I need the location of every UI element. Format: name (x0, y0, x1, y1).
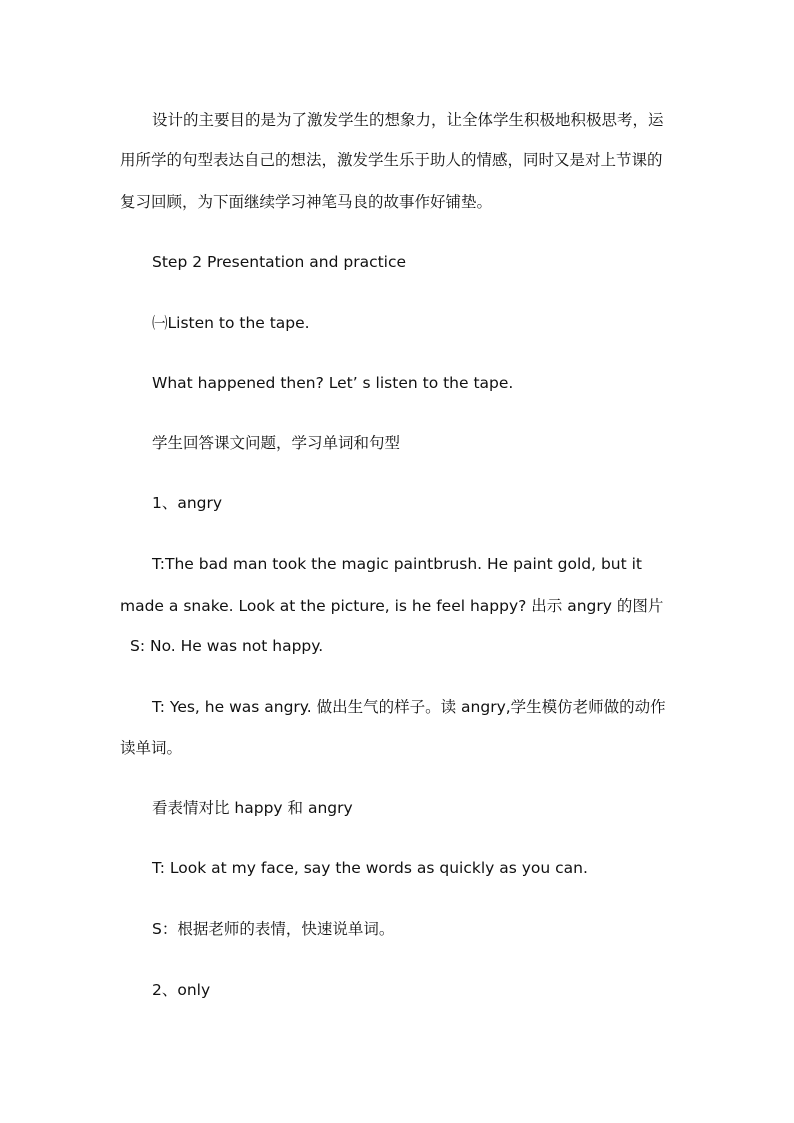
paragraph-what-happened: What happened then? Let’ s listen to the tape. (152, 374, 514, 392)
paragraph-answer-questions: 学生回答课文问题，学习单词和句型 (152, 434, 401, 452)
paragraph-teacher-2-line-1: T: Yes, he was angry. 做出生气的样子。读 angry,学生模仿老师做的动作 (152, 698, 666, 716)
paragraph-student-1: S: No. He was not happy. (130, 637, 324, 655)
paragraph-teacher-1-line-1: T:The bad man took the magic paintbrush. He paint gold, but it (152, 555, 642, 573)
paragraph-teacher-3: T: Look at my face, say the words as quickly as you can. (152, 859, 588, 877)
heading-step-2: Step 2 Presentation and practice (152, 253, 407, 271)
paragraph-teacher-1-line-2: made a snake. Look at the picture, is he feel happy? 出示 angry 的图片 (120, 597, 664, 615)
paragraph-design-purpose-line-3: 复习回顾，为下面继续学习神笔马良的故事作好铺垫。 (120, 193, 493, 211)
paragraph-design-purpose-line-2: 用所学的句型表达自己的想法，激发学生乐于助人的情感，同时又是对上节课的 (120, 151, 663, 169)
paragraph-compare: 看表情对比 happy 和 angry (152, 799, 353, 817)
paragraph-teacher-2-line-2: 读单词。 (120, 739, 183, 757)
paragraph-listen-tape: ㈠Listen to the tape. (152, 314, 310, 332)
list-item-1: 1、angry (152, 494, 223, 512)
paragraph-student-2: S：根据老师的表情，快速说单词。 (152, 920, 395, 938)
paragraph-design-purpose-line-1: 设计的主要目的是为了激发学生的想象力，让全体学生积极地积极思考，运 (152, 111, 664, 129)
list-item-2: 2、only (152, 981, 211, 999)
